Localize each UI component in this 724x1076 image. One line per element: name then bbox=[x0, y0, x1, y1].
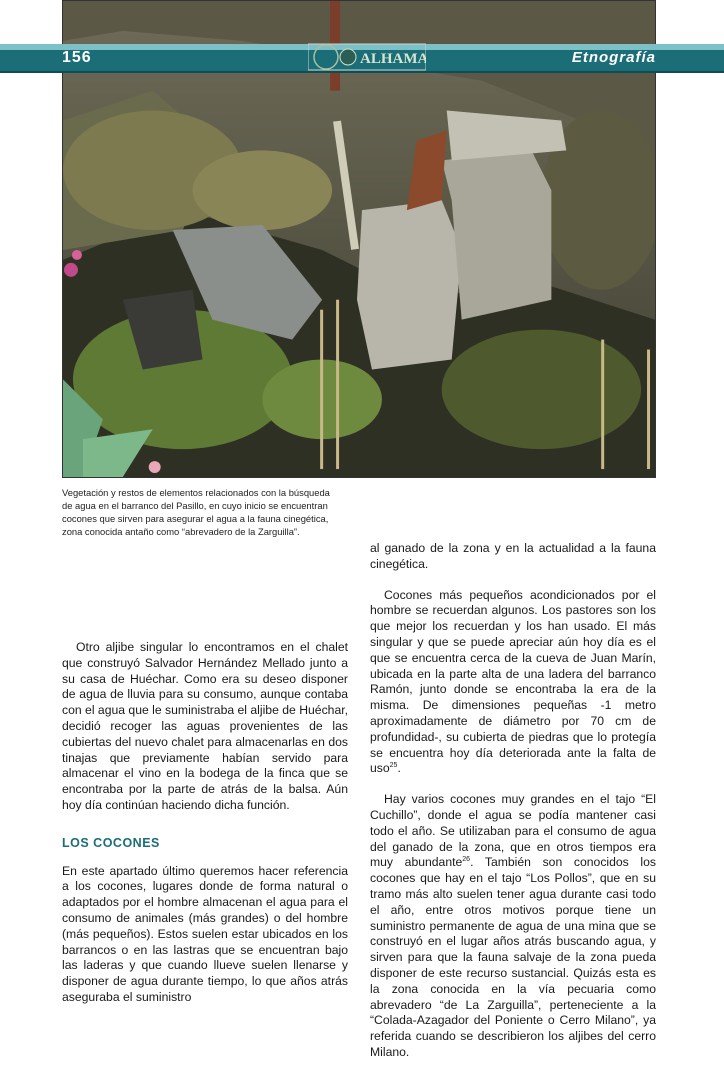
left-column bbox=[62, 640, 348, 1021]
right-paragraph-2-text-a: Hay varios cocones muy grandes en el tajo “El Cuchillo”, donde el agua se podía mantener casi todo el año. Se utilizaban para el consumo de agua del ganado de la zona, que en otros tiempos era muy abundante bbox=[370, 792, 656, 870]
left-paragraph-1: Otro aljibe singular lo encontramos en el chalet que construyó Salvador Hernández Mellado junto a su casa de Huéchar. Como era su deseo disponer de agua de lluvia para su consumo, aunque contaba con el agua que le suministraba el aljibe de Huéchar, decidió recoger las aguas provenientes de las cubiertas del nuevo chalet para almacenarlas en dos tinajas que previamente habían servido para almacenar el vino en la bodega de la finca que se encontraba por la parte de atrás de la balsa. Aún hoy día continúan haciendo dicha función. bbox=[62, 640, 348, 812]
logo-text: ALHAMA bbox=[360, 51, 426, 67]
right-paragraph-2 bbox=[370, 792, 656, 1061]
magazine-logo bbox=[308, 40, 426, 74]
right-paragraph-0: al ganado de la zona y en la actualidad a la fauna cinegética. bbox=[370, 541, 656, 571]
photo-caption: Vegetación y restos de elementos relacionados con la búsqueda de agua en el barranco del Pasillo, en cuyo inicio se encuentran cocones que sirven para asegurar el agua a la fauna cinegética, zona conocida antaño como “abrevadero de la Zarguilla”. bbox=[62, 487, 330, 537]
right-paragraph-1 bbox=[370, 588, 656, 778]
page-number: 156 bbox=[62, 49, 92, 66]
right-paragraph-1-text: Cocones más pequeños acondicionados por el hombre se recuerdan algunos. Los pastores son los que mejor los recuerdan y los han usado. El más singular y que se puede apreciar aún hoy día es el que se encuentra cerca de la cueva de Juan Marín, ubicada en la parte alta de una ladera del barranco Ramón, junto donde se encontraba la era de la misma. De dimensiones pequeñas -1 metro aproximadamente de diámetro por 70 cm de profundidad-, su cubierta de piedras que lo protegía se encuentra hoy día deteriorada ante la falta de uso bbox=[370, 587, 656, 776]
left-paragraph-2: En este apartado último queremos hacer referencia a los cocones, lugares donde de forma natural o adaptados por el hombre almacenan el agua para el consumo de animales (más grandes) o del hombre (más pequeños). Estos suelen estar ubicados en los barrancos o en las lastras que se encuentran bajo las laderas y que cuando llueve suelen llenarse y disponer de agua durante tiempo, lo que años atrás aseguraba el suministro bbox=[62, 863, 348, 1004]
footnote-ref-25: 25 bbox=[389, 762, 398, 770]
right-paragraph-2-text-b: . También son conocidos los cocones que hay en el tajo “Los Pollos”, que en su tramo más alto suelen tener agua durante casi todo el año, entre otros motivos porque tiene un suministro permanente de agua de una mina que se construyó en el lugar años atrás buscando agua, y sirven para que la fauna salvaje de la zona pueda disponer de este recurso sustancial. Quizás esta es la zona conocida en la vía pecuaria como abrevadero “de La Zarguilla”, perteneciente a la “Colada-Azagador del Poniente o Cerro Milano”, ya referida cuando se describieron los aljibes del cerro Milano. bbox=[370, 855, 656, 1059]
right-paragraph-1-end: . bbox=[397, 761, 401, 776]
right-column bbox=[370, 541, 656, 1076]
section-title: Etnografía bbox=[571, 49, 656, 66]
logo-icon bbox=[308, 40, 426, 74]
section-heading: LOS COCONES bbox=[62, 835, 160, 850]
footnote-ref-26: 26 bbox=[462, 856, 471, 864]
